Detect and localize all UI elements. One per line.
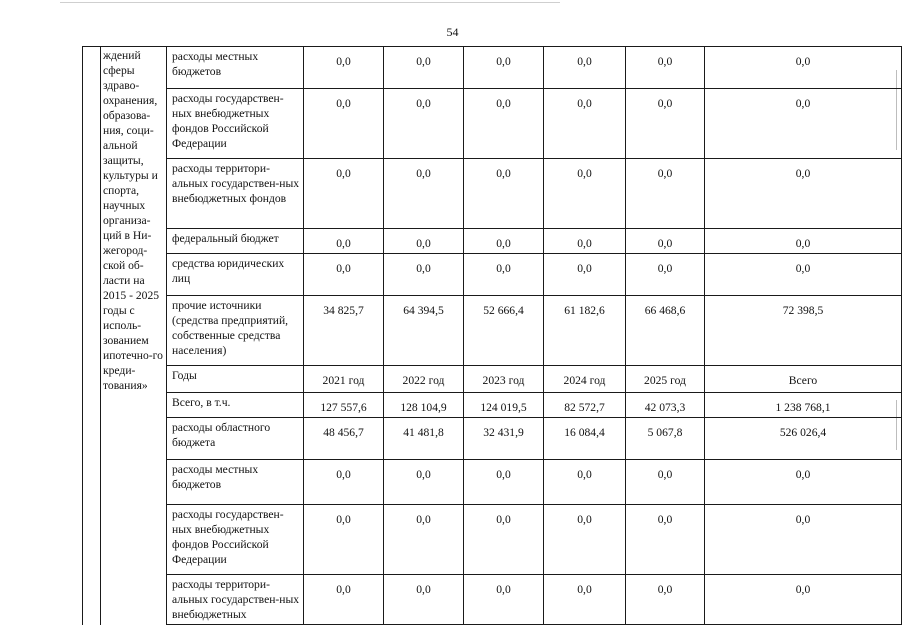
value-cell: 0,0 [304,460,384,505]
row-label-cell [167,47,304,89]
year-header-cell: 2022 год [384,366,464,393]
value-cell: 0,0 [705,254,902,296]
row-label: Всего, в т.ч. [172,396,231,409]
value-cell: 0,0 [544,460,626,505]
value-cell: 0,0 [464,460,544,505]
value-cell: 0,0 [544,159,626,229]
value-cell: 0,0 [626,505,705,575]
value-cell: 61 182,6 [544,296,626,366]
value-cell: 16 084,4 [544,418,626,460]
row-label-cell [167,254,304,296]
value-cell: 0,0 [544,229,626,254]
value-cell: 0,0 [626,159,705,229]
row-label-cell [167,296,304,366]
value-cell: 0,0 [544,254,626,296]
value-cell: 0,0 [304,575,384,625]
financing-table-wrapper [82,46,902,625]
value-cell: 0,0 [464,159,544,229]
value-cell: 0,0 [705,505,902,575]
value-cell: 1 238 768,1 [705,393,902,418]
value-cell: 82 572,7 [544,393,626,418]
row-label-cell [167,159,304,229]
row-label-cell [167,575,304,625]
value-cell: 0,0 [304,505,384,575]
value-cell: 0,0 [464,89,544,159]
value-cell: 124 019,5 [464,393,544,418]
row-label: расходы местных бюджетов [172,463,259,491]
table-row [83,393,902,418]
value-cell: 0,0 [384,47,464,89]
table-row [83,229,902,254]
value-cell: 0,0 [705,229,902,254]
value-cell: 41 481,8 [384,418,464,460]
blank-index-cell [83,47,101,625]
value-cell: 0,0 [705,159,902,229]
row-label: расходы государствен-ных внебюджетных фондов Российской Федерации [172,508,284,566]
row-label-cell [167,418,304,460]
value-cell: 0,0 [384,254,464,296]
table-row [83,460,902,505]
row-label: расходы областного бюджета [172,421,271,449]
table-row [83,47,902,89]
value-cell: 0,0 [384,229,464,254]
value-cell: 0,0 [384,505,464,575]
value-cell: 0,0 [304,254,384,296]
row-label: расходы территори-альных государствен-ных внебюджетных фондов [172,162,300,205]
year-header-cell: 2024 год [544,366,626,393]
value-cell: 48 456,7 [304,418,384,460]
value-cell: 0,0 [304,47,384,89]
value-cell: 32 431,9 [464,418,544,460]
table-year-header-row [83,366,902,393]
value-cell: 526 026,4 [705,418,902,460]
value-cell: 0,0 [304,89,384,159]
value-cell: 0,0 [705,89,902,159]
value-cell: 0,0 [705,460,902,505]
page-number: 54 [446,25,459,39]
value-cell: 42 073,3 [626,393,705,418]
table-body [83,47,902,625]
value-cell: 52 666,4 [464,296,544,366]
value-cell: 0,0 [626,575,705,625]
value-cell: 0,0 [384,89,464,159]
value-cell: 127 557,6 [304,393,384,418]
value-cell: 0,0 [626,47,705,89]
value-cell: 0,0 [384,575,464,625]
value-cell: 0,0 [544,505,626,575]
year-header-cell: 2025 год [626,366,705,393]
value-cell: 0,0 [626,254,705,296]
row-label-cell [167,393,304,418]
row-label-cell [167,505,304,575]
value-cell: 128 104,9 [384,393,464,418]
value-cell: 0,0 [626,89,705,159]
year-header-cell: 2021 год [304,366,384,393]
year-header-cell: 2023 год [464,366,544,393]
value-cell: 0,0 [464,47,544,89]
row-label: федеральный бюджет [172,232,279,245]
financing-table [82,46,902,625]
table-row [83,296,902,366]
value-cell: 0,0 [705,575,902,625]
table-row [83,575,902,625]
table-row [83,418,902,460]
value-cell: 0,0 [626,460,705,505]
value-cell: 0,0 [304,229,384,254]
value-cell: 34 825,7 [304,296,384,366]
table-row [83,505,902,575]
row-label-cell [167,460,304,505]
value-cell: 72 398,5 [705,296,902,366]
value-cell: 0,0 [705,47,902,89]
table-row [83,159,902,229]
value-cell: 0,0 [464,575,544,625]
row-label: средства юридических лиц [172,257,285,285]
value-cell: 64 394,5 [384,296,464,366]
row-label: Годы [172,369,197,382]
value-cell: 0,0 [384,460,464,505]
top-scan-rule [60,2,560,3]
value-cell: 0,0 [626,229,705,254]
row-label: расходы территори-альных государствен-ных внебюджетных [172,578,300,621]
value-cell: 0,0 [384,159,464,229]
table-row [83,89,902,159]
value-cell: 5 067,8 [626,418,705,460]
row-label: расходы государствен-ных внебюджетных фондов Российской Федерации [172,92,284,150]
row-label: прочие источники (средства предприятий, собственные средства населения) [172,299,289,357]
value-cell: 0,0 [464,229,544,254]
row-label-cell [167,366,304,393]
year-header-cell: Всего [705,366,902,393]
value-cell: 0,0 [464,505,544,575]
row-label-cell [167,229,304,254]
row-label: расходы местных бюджетов [172,50,259,78]
value-cell: 0,0 [544,47,626,89]
table-row [83,254,902,296]
value-cell: 0,0 [544,89,626,159]
value-cell: 0,0 [464,254,544,296]
row-label-cell [167,89,304,159]
value-cell: 0,0 [544,575,626,625]
value-cell: 66 468,6 [626,296,705,366]
value-cell: 0,0 [304,159,384,229]
program-description-cell [101,47,167,625]
program-description-text: ждений сферы здраво-охранения, образова-ния, соци-альной защиты, культуры и спорта, научных организа-ций в Ни-жегород-ской об-ласти на 2015 - 2025 годы с исполь-зованием ипотечно-го креди-тования» [103,49,163,392]
